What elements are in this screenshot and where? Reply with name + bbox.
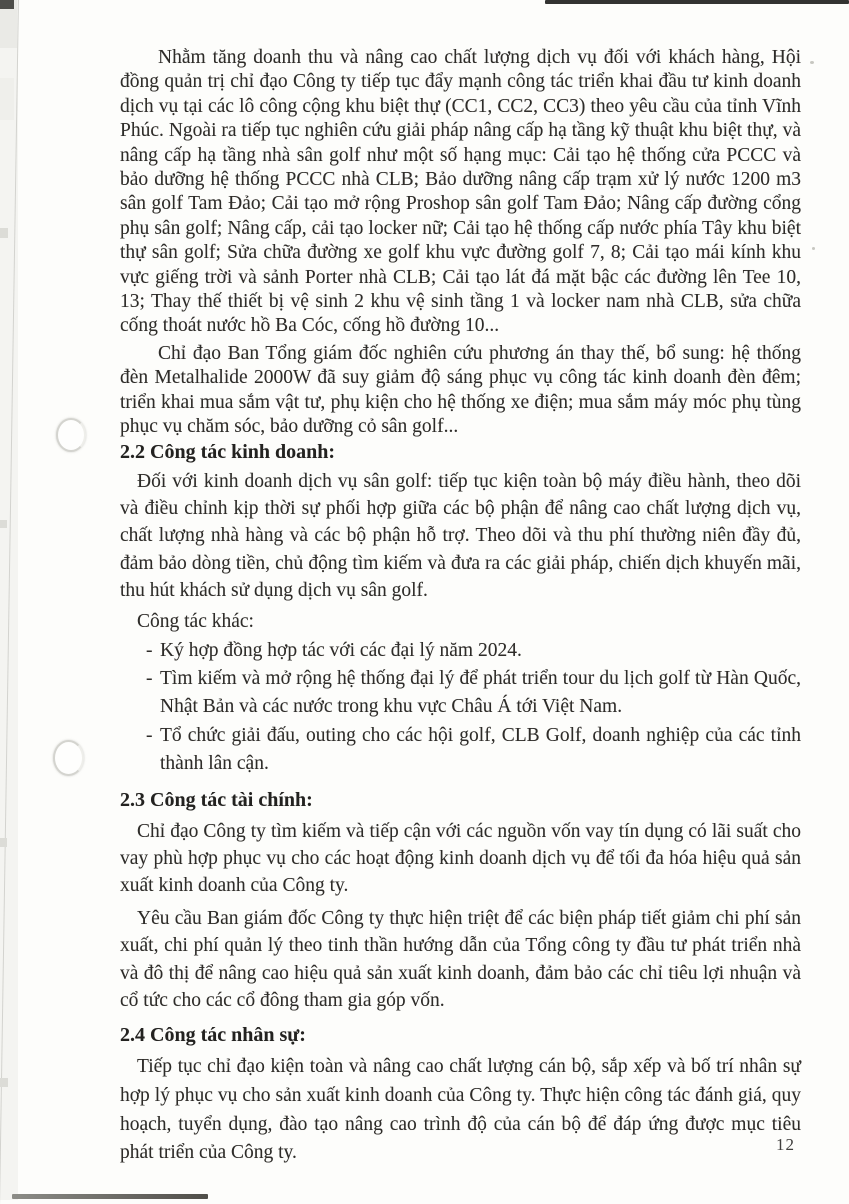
scan-top-edge-line (545, 0, 849, 4)
section-heading-hr: 2.4 Công tác nhân sự: (120, 1024, 306, 1047)
scan-edge-mark (0, 228, 8, 238)
scan-edge-mark (0, 838, 7, 847)
dash-marker: - (146, 639, 153, 661)
scan-speckle (812, 247, 815, 250)
scan-corner-mark (0, 0, 14, 9)
list-item-text: Tổ chức giải đấu, outing cho các hội golf, CLB Golf, doanh nghiệp của các tỉnh thành lân cận. (160, 724, 801, 775)
hole-punch-mark (53, 740, 84, 776)
paragraph-intro: Nhằm tăng doanh thu và nâng cao chất lượng dịch vụ đối với khách hàng, Hội đồng quản trị chỉ đạo Công ty tiếp tục đẩy mạnh công tác triển khai đầu tư kinh doanh dịch vụ tại các lô công cộng khu biệt thự (CC1, CC2, CC3) theo yêu cầu của tỉnh Vĩnh Phúc. Ngoài ra tiếp tục nghiên cứu giải pháp nâng cấp hạ tầng kỹ thuật khu biệt thự, và nâng cấp hạ tầng nhà sân golf như một số hạng mục: Cải tạo hệ thống cửa PCCC và bảo dưỡng hệ thống PCCC nhà CLB; Bảo dưỡng nâng cấp trạm xử lý nước 1200 m3 sân golf Tam Đảo; Cải tạo mở rộng Proshop sân golf Tam Đảo; Nâng cấp đường cổng phụ sân golf; Nâng cấp, cải tạo locker nữ; Cải tạo hệ thống cấp nước phía Tây khu biệt thự sân golf; Sửa chữa đường xe golf khu vực đường golf 7, 8; Cải tạo mái kính khu vực giếng trời và sảnh Porter nhà CLB; Cải tạo lát đá mặt bậc các đường lên Tee 10, 13; Thay thế thiết bị vệ sinh 2 khu vệ sinh tầng 1 và locker nam nhà CLB, sửa chữa cống thoát nước hồ Ba Cóc, cống hồ đường 10... (120, 47, 801, 337)
scan-edge-shadow (0, 78, 14, 120)
scan-edge-mark (0, 520, 7, 528)
paragraph-finance-1: Chỉ đạo Công ty tìm kiếm và tiếp cận với các nguồn vốn vay tín dụng có lãi suất cho vay phù hợp phục vụ cho các hoạt động kinh doanh dịch vụ để tối đa hóa hiệu quả sản xuất kinh doanh của Công ty. (120, 820, 801, 897)
list-item-text: Tìm kiếm và mở rộng hệ thống đại lý để phát triển tour du lịch golf từ Hàn Quốc, Nhật Bản và các nước trong khu vực Châu Á tới Việt Nam. (160, 667, 801, 718)
page-number: 12 (776, 1135, 795, 1154)
paragraph-hr: Tiếp tục chỉ đạo kiện toàn và nâng cao chất lượng cán bộ, sắp xếp và bố trí nhân sự hợp lý phục vụ cho sản xuất kinh doanh của Công ty. Thực hiện công tác đánh giá, quy hoạch, tuyển dụng, đào tạo nâng cao trình độ của cán bộ để đáp ứng được mục tiêu phát triển của Công ty. (120, 1056, 801, 1164)
hole-punch-mark (56, 418, 86, 452)
scan-speckle (810, 61, 814, 64)
document-page (120, 46, 801, 1168)
dash-marker: - (146, 667, 153, 689)
list-item (146, 722, 801, 779)
dash-marker: - (146, 724, 153, 746)
list-item (146, 637, 801, 665)
section-heading-business: 2.2 Công tác kinh doanh: (120, 440, 336, 463)
scan-edge-mark (0, 1078, 8, 1087)
paragraph-finance-2: Yêu cầu Ban giám đốc Công ty thực hiện triệt để các biện pháp tiết giảm chi phí sản xuất, chi phí quản lý theo tinh thần hướng dẫn của Tổng công ty đầu tư phát triển nhà và đô thị để nâng cao hiệu quả sản xuất kinh doanh, đảm bảo các chỉ tiêu lợi nhuận và cổ tức cho các cổ đông tham gia góp vốn. (120, 907, 801, 1011)
section-heading-finance: 2.3 Công tác tài chính: (120, 788, 313, 811)
list-item (146, 665, 801, 722)
scan-bottom-edge-line (12, 1194, 208, 1199)
paragraph-business: Đối với kinh doanh dịch vụ sân golf: tiếp tục kiện toàn bộ máy điều hành, theo dõi và điều chỉnh kịp thời sự phối hợp giữa các bộ phận để nâng cao chất lượng dịch vụ, chất lượng nhà hàng và các bộ phận hỗ trợ. Theo dõi và thu phí thường niên đầy đủ, đảm bảo dòng tiền, chủ động tìm kiếm và đưa ra các giải pháp, chiến dịch khuyến mãi, thu hút khách sử dụng dịch vụ sân golf. (120, 470, 801, 602)
paragraph-direction: Chỉ đạo Ban Tổng giám đốc nghiên cứu phương án thay thế, bổ sung: hệ thống đèn Metalhalide 2000W đã suy giảm độ sáng phục vụ công tác kinh doanh đèn đêm; triển khai mua sắm vật tư, phụ kiện cho hệ thống xe điện; mua sắm máy móc phụ tùng phục vụ chăm sóc, bảo dưỡng cỏ sân golf... (120, 342, 801, 438)
other-tasks-list (146, 637, 801, 779)
subheading-other-tasks: Công tác khác: (137, 610, 254, 632)
list-item-text: Ký hợp đồng hợp tác với các đại lý năm 2024. (160, 639, 522, 661)
